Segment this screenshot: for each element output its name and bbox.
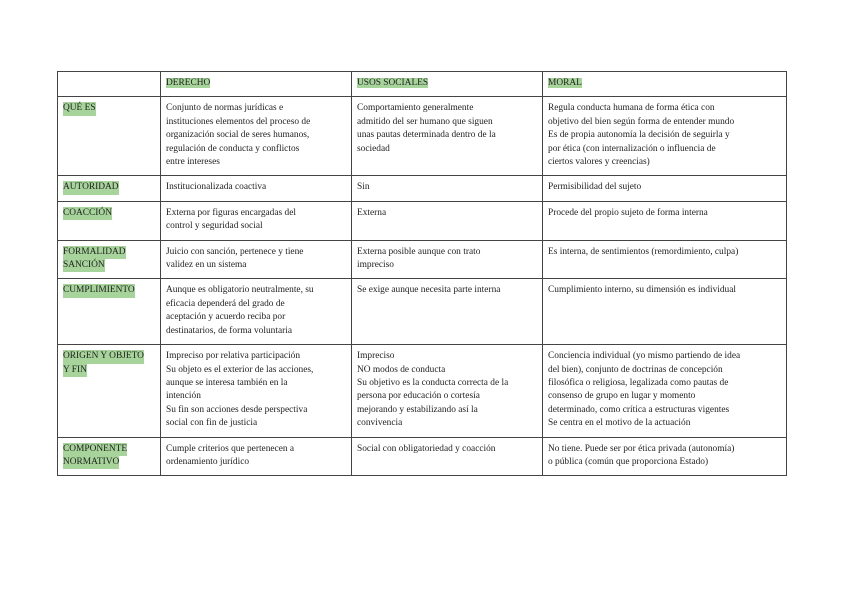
cell-moral [543,437,787,476]
cell-moral [543,97,787,176]
cell-text-line: Se exige aunque necesita parte interna [357,285,501,296]
cell-text-line: NO modos de conducta [357,364,446,375]
cell-text-line: Juicio con sanción, pertenece y tiene [166,246,304,257]
table-row-coaccion [58,201,787,240]
cell-text-line: unas pautas determinada dentro de la [357,130,496,141]
cell-derecho [161,201,352,240]
cell-text-line: admitido del ser humano que siguen [357,116,493,127]
cell-text-line: Es de propia autonomía la decisión de seguirla y [548,130,730,141]
cell-text-line: eficacia dependerá del grado de [166,298,285,309]
cell-text-line: Su objeto es el exterior de las acciones, [166,364,314,375]
cell-text-line: entre intereses [166,157,220,168]
table-row-origen-objeto-fin [58,345,787,437]
cell-text-line: social con fin de justicia [166,418,258,429]
cell-usos-sociales [352,345,543,437]
header-cell-usos-sociales [352,72,543,97]
cell-text-line: Aunque es obligatorio neutralmente, su [166,285,314,296]
cell-text-line: Conjunto de normas jurídicas e [166,103,284,114]
cell-text-line: Externa [357,207,387,218]
cell-text-line: filosófica o religiosa, legalizada como pautas de [548,377,729,388]
cell-text-line: control y seguridad social [166,221,263,232]
cell-usos-sociales [352,240,543,279]
header-usos-sociales: USOS SOCIALES [357,78,429,88]
cell-derecho [161,345,352,437]
table-row-que-es [58,97,787,176]
cell-text-line: Su fin son acciones desde perspectiva [166,404,308,415]
cell-text-line: Social con obligatoriedad y coacción [357,443,496,454]
cell-text-line: destinatarios, de forma voluntaria [166,325,292,336]
cell-usos-sociales [352,201,543,240]
row-label-cell [58,201,161,240]
cell-usos-sociales [352,279,543,345]
cell-text-line: determinado, como crítica a estructuras vigentes [548,404,730,415]
row-label: ORIGEN Y OBJETO [63,350,144,363]
cell-derecho [161,176,352,201]
row-label-cell [58,437,161,476]
cell-text-line: por ética (con internalización o influencia de [548,143,716,154]
row-label-cell [58,345,161,437]
cell-moral [543,201,787,240]
cell-text-line: Impreciso [357,351,395,362]
cell-text-line: Procede del propio sujeto de forma interna [548,207,708,218]
cell-usos-sociales [352,176,543,201]
cell-text-line: impreciso [357,260,394,271]
row-label: AUTORIDAD [63,181,119,194]
header-derecho: DERECHO [166,78,211,88]
cell-text-line: Institucionalizada coactiva [166,182,267,193]
row-label: COMPONENTE [63,443,127,456]
cell-text-line: Impreciso por relativa participación [166,351,301,362]
row-label-cell [58,279,161,345]
cell-text-line: Se centra en el motivo de la actuación [548,418,691,429]
cell-usos-sociales [352,97,543,176]
row-label-cell [58,176,161,201]
cell-text-line: Regula conducta humana de forma ética con [548,103,715,114]
header-moral: MORAL [548,78,582,88]
cell-moral [543,279,787,345]
cell-text-line: Es interna, de sentimientos (remordimiento, culpa) [548,246,739,257]
cell-text-line: regulación de conducta y conflictos [166,143,300,154]
cell-derecho [161,437,352,476]
cell-text-line: consenso de grupo en lugar y momento [548,391,696,402]
cell-text-line: intención [166,391,201,402]
cell-text-line: Sin [357,182,370,193]
header-cell-empty [58,72,161,97]
comparison-table [57,71,787,476]
header-row [58,72,787,97]
cell-derecho [161,240,352,279]
cell-text-line: Cumple criterios que pertenecen a [166,443,295,454]
table-row-autoridad [58,176,787,201]
cell-moral [543,345,787,437]
cell-moral [543,176,787,201]
cell-text-line: aceptación y acuerdo reciba por [166,312,286,323]
header-cell-moral [543,72,787,97]
cell-text-line: Comportamiento generalmente [357,103,474,114]
cell-derecho [161,279,352,345]
cell-text-line: sociedad [357,143,390,154]
cell-text-line: Externa posible aunque con trato [357,246,481,257]
row-label: QUÉ ES [63,102,96,115]
row-label-cell [58,240,161,279]
row-label: NORMATIVO [63,456,119,469]
cell-text-line: ciertos valores y creencias) [548,157,650,168]
cell-text-line: Permisibilidad del sujeto [548,182,642,193]
cell-text-line: Su objetivo es la conducta correcta de la [357,377,509,388]
cell-usos-sociales [352,437,543,476]
header-cell-derecho [161,72,352,97]
cell-moral [543,240,787,279]
row-label: COACCIÓN [63,207,112,220]
cell-text-line: ordenamiento jurídico [166,456,250,467]
cell-text-line: aunque se interesa también en la [166,377,288,388]
cell-text-line: Cumplimiento interno, su dimensión es individual [548,285,737,296]
table-row-cumplimiento [58,279,787,345]
row-label: Y FIN [63,364,87,377]
cell-text-line: organización social de seres humanos, [166,130,310,141]
cell-text-line: No tiene. Puede ser por ética privada (autonomía) [548,443,735,454]
cell-text-line: Externa por figuras encargadas del [166,207,296,218]
cell-text-line: Conciencia individual (yo mismo partiendo de idea [548,351,741,362]
cell-text-line: validez en un sistema [166,260,247,271]
cell-text-line: convivencia [357,418,403,429]
row-label: FORMALIDAD [63,246,126,259]
row-label-cell [58,97,161,176]
cell-text-line: instituciones elementos del proceso de [166,116,311,127]
table-row-formalidad-sancion [58,240,787,279]
cell-text-line: del bien), conjunto de doctrinas de concepción [548,364,723,375]
cell-text-line: objetivo del bien según forma de entender mundo [548,116,735,127]
table-row-componente-normativo [58,437,787,476]
row-label: CUMPLIMIENTO [63,284,135,297]
cell-text-line: mejorando y estabilizando así la [357,404,478,415]
cell-text-line: o pública (común que proporciona Estado) [548,456,709,467]
row-label: SANCIÓN [63,259,105,272]
cell-derecho [161,97,352,176]
cell-text-line: persona por educación o cortesía [357,391,480,402]
table-body [58,97,787,476]
